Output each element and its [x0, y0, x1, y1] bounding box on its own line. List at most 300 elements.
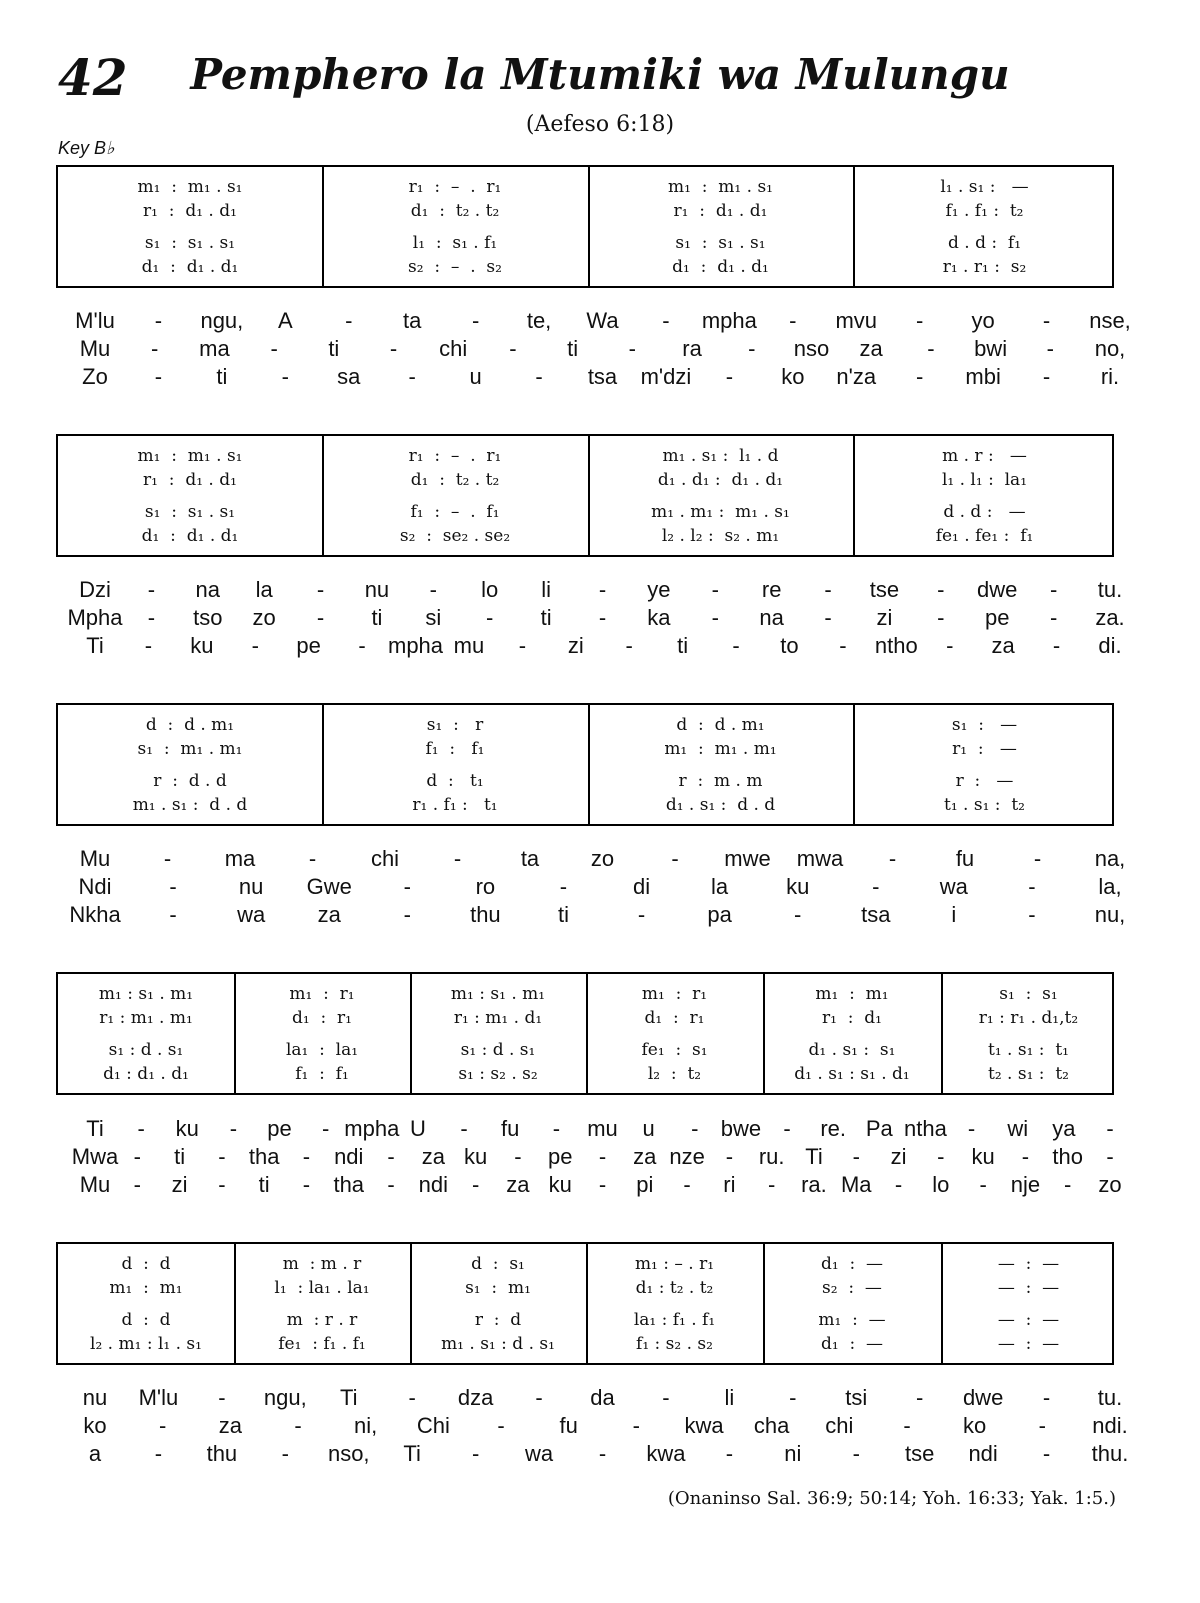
lyric-syllable: -: [559, 874, 568, 899]
measure-notes: d . d : —: [943, 502, 1026, 522]
lyric-syllable: za: [991, 633, 1015, 658]
lyric-syllable: -: [251, 633, 259, 658]
lyric-syllable: -: [281, 1441, 289, 1466]
lyric-syllable: Gwe: [306, 874, 352, 899]
lyric-syllable: -: [552, 1116, 561, 1141]
lyric-syllable: -: [345, 308, 353, 333]
lyric-syllable: ti: [371, 605, 383, 630]
lyric-syllable: -: [1021, 1144, 1030, 1169]
lyric-syllable: wa: [237, 902, 266, 927]
measure-notes: l₁ : la₁ . la₁: [274, 1278, 370, 1298]
lyric-syllable: -: [535, 364, 543, 389]
measure-notes: m₁ : —: [818, 1310, 886, 1330]
lyric-syllable: -: [888, 846, 897, 871]
voice-row: [58, 1334, 1112, 1354]
lyric-syllable: -: [453, 846, 462, 871]
lyric-syllable: -: [1106, 1116, 1114, 1141]
lyric-syllable: tu.: [1097, 1385, 1123, 1410]
lyric-syllable: -: [154, 308, 163, 333]
lyric-syllable: Zo: [82, 364, 108, 389]
lyric-syllable: -: [1033, 846, 1042, 871]
lyric-syllable: ndi: [968, 1441, 998, 1466]
lyric-syllable: tsi: [845, 1385, 868, 1410]
lyric-line: [0, 604, 1200, 632]
lyric-syllable: pe: [984, 605, 1010, 630]
measure-notes: r₁ : m₁ . d₁: [453, 1008, 543, 1028]
lyric-syllable: -: [628, 336, 637, 361]
lyric-syllable: nu: [364, 577, 390, 602]
lyric-syllable: -: [169, 874, 177, 899]
measure-notes: s₁ : s₁ . s₁: [144, 502, 236, 522]
lyric-syllable: -: [460, 1116, 468, 1141]
lyric-syllable: -: [937, 577, 945, 602]
lyric-syllable: dwe: [962, 1385, 1004, 1410]
voice-row: [58, 1040, 1112, 1060]
lyric-syllable: -: [408, 1385, 416, 1410]
lyric-syllable: na: [759, 605, 784, 630]
measure-notes: d : s₁: [471, 1254, 525, 1274]
measure-notes: r₁ : d₁ . d₁: [143, 470, 237, 490]
lyric-syllable: nu: [238, 874, 264, 899]
lyric-syllable: -: [302, 1172, 311, 1197]
lyric-syllable: mwe: [724, 846, 771, 871]
lyric-syllable: wa: [525, 1441, 554, 1466]
lyric-syllable: ndi: [418, 1172, 449, 1197]
lyric-syllable: chi: [370, 846, 400, 871]
lyric-syllable: tse: [869, 577, 900, 602]
lyric-syllable: cha: [753, 1413, 790, 1438]
measure-notes: d : t₁: [426, 771, 484, 791]
lyric-syllable: nso,: [327, 1441, 370, 1466]
lyric-syllable: mu: [587, 1116, 618, 1141]
measure-notes: t₂ . s₁ : t₂: [988, 1064, 1069, 1084]
lyric-syllable: M'lu: [75, 308, 115, 333]
measure-notes: m₁ . s₁ : d . d: [132, 795, 248, 815]
lyric-line: [0, 1412, 1200, 1440]
lyric-syllable: Pa: [865, 1116, 893, 1141]
lyric-syllable: A: [277, 308, 293, 333]
measure-notes: d : d . m₁: [676, 715, 765, 735]
measure-notes: d₁ : d₁ . d₁: [141, 526, 239, 546]
lyric-line: [0, 873, 1200, 901]
lyric-syllable: pi: [636, 1172, 654, 1197]
voice-row: [58, 1310, 1112, 1330]
lyric-syllable: -: [316, 577, 325, 602]
lyric-line: [0, 1384, 1200, 1412]
lyric-syllable: -: [937, 605, 945, 630]
lyric-syllable: -: [514, 1144, 522, 1169]
lyric-syllable: zi: [567, 633, 584, 658]
lyric-syllable: thu: [470, 902, 501, 927]
lyric-syllable: ti: [216, 364, 228, 389]
lyric-syllable: -: [535, 1385, 543, 1410]
lyric-syllable: -: [824, 577, 832, 602]
lyric-syllable: nze: [669, 1144, 705, 1169]
lyric-syllable: za: [506, 1172, 530, 1197]
measure-notes: s₂ : —: [822, 1278, 882, 1298]
measure-notes: d₁ : —: [820, 1254, 884, 1274]
lyric-syllable: la: [255, 577, 273, 602]
lyric-syllable: -: [725, 1144, 734, 1169]
voice-row: [58, 795, 1112, 815]
lyric-syllable: dza: [457, 1385, 494, 1410]
measure-notes: s₁ : —: [951, 715, 1018, 735]
lyric-syllable: zi: [890, 1144, 907, 1169]
measure-notes: m₁ . m₁ : m₁ . s₁: [651, 502, 790, 522]
lyric-syllable: pe: [296, 633, 321, 658]
lyric-syllable: ti: [174, 1144, 186, 1169]
voice-row: [58, 201, 1112, 221]
lyric-syllable: -: [748, 336, 756, 361]
lyric-syllable: -: [486, 605, 494, 630]
lyric-syllable: pe: [267, 1116, 292, 1141]
lyric-syllable: na,: [1094, 846, 1126, 871]
lyric-syllable: ko: [963, 1413, 987, 1438]
lyric-syllable: tu.: [1097, 577, 1123, 602]
lyric-syllable: -: [916, 364, 924, 389]
measure-notes: r : d . d: [153, 771, 227, 791]
lyric-syllable: na: [195, 577, 221, 602]
lyric-syllable: -: [691, 1116, 699, 1141]
lyric-syllable: -: [147, 605, 156, 630]
measure-notes: d₁ . d₁ : d₁ . d₁: [657, 470, 784, 490]
lyric-syllable: ni,: [354, 1413, 378, 1438]
measure-notes: m₁ . s₁ : l₁ . d: [662, 446, 779, 466]
voice-row: [58, 1254, 1112, 1274]
lyric-syllable: -: [852, 1144, 860, 1169]
lyric-syllable: Ti: [403, 1441, 421, 1466]
lyric-syllable: yo: [971, 308, 995, 333]
lyric-syllable: tho: [1052, 1144, 1083, 1169]
voice-row: [58, 257, 1112, 277]
music-system-3: [56, 703, 1114, 826]
music-system-5: [56, 1242, 1114, 1365]
measure-notes: s₁ : m₁ . m₁: [137, 739, 243, 759]
measure-notes: m₁ : m₁: [815, 984, 889, 1004]
lyric-syllable: Wa: [586, 308, 619, 333]
lyric-syllable: tha: [333, 1172, 365, 1197]
lyric-syllable: ku: [786, 874, 810, 899]
measure-notes: d₁ : d₁ . d₁: [103, 1064, 189, 1084]
lyric-syllable: n'za: [836, 364, 877, 389]
lyric-syllable: li: [541, 577, 551, 602]
lyric-line: [0, 576, 1200, 604]
lyric-syllable: tsa: [861, 902, 891, 927]
lyric-syllable: -: [916, 308, 924, 333]
lyric-syllable: zo: [1098, 1172, 1122, 1197]
lyric-syllable: -: [408, 364, 416, 389]
lyric-syllable: ngu,: [200, 308, 244, 333]
lyric-syllable: da: [590, 1385, 615, 1410]
lyric-syllable: zi: [876, 605, 893, 630]
measure-notes: s₂ : – . s₂: [408, 257, 502, 277]
lyric-syllable: si: [425, 605, 442, 630]
lyric-syllable: tha: [248, 1144, 280, 1169]
measure-notes: fe₁ : f₁ . f₁: [278, 1334, 366, 1354]
lyric-syllable: thu.: [1091, 1441, 1129, 1466]
lyric-syllable: Ti: [86, 633, 104, 658]
measure-notes: l₂ : t₂: [647, 1064, 702, 1084]
lyric-syllable: la,: [1098, 874, 1122, 899]
measure-notes: r : d: [474, 1310, 522, 1330]
lyric-syllable: -: [598, 1144, 607, 1169]
lyric-syllable: ra.: [801, 1172, 827, 1197]
lyric-syllable: -: [518, 633, 527, 658]
lyric-syllable: -: [711, 577, 719, 602]
measure-notes: — : —: [997, 1310, 1060, 1330]
lyric-syllable: -: [137, 1116, 145, 1141]
lyric-syllable: za: [859, 336, 883, 361]
lyric-syllable: ndi.: [1092, 1413, 1128, 1438]
lyric-syllable: -: [1049, 605, 1058, 630]
lyric-syllable: -: [767, 1172, 776, 1197]
lyric-syllable: -: [662, 1385, 670, 1410]
voice-row: [58, 739, 1112, 759]
measure-notes: m₁ : s₁ . m₁: [450, 984, 546, 1004]
lyric-syllable: -: [163, 846, 172, 871]
hymn-title: Pemphero la Mtumiki wa Mulungu: [190, 50, 1010, 99]
lyric-syllable: ti: [258, 1172, 270, 1197]
lyric-syllable: ku: [464, 1144, 488, 1169]
lyric-syllable: nu: [82, 1385, 108, 1410]
voice-row: [58, 771, 1112, 791]
lyric-syllable: -: [154, 1441, 163, 1466]
lyric-syllable: za: [218, 1413, 242, 1438]
lyric-syllable: wi: [1007, 1116, 1029, 1141]
lyric-syllable: kwa: [646, 1441, 686, 1466]
lyric-syllable: Dzi: [79, 577, 111, 602]
lyric-syllable: -: [662, 308, 670, 333]
lyric-syllable: ti: [540, 605, 552, 630]
lyric-syllable: re.: [820, 1116, 847, 1141]
lyric-syllable: M'lu: [138, 1385, 179, 1410]
lyric-line: [0, 363, 1200, 391]
measure-notes: d : d . m₁: [145, 715, 235, 735]
measure-notes: r₁ . f₁ : t₁: [412, 795, 498, 815]
lyric-syllable: pe: [547, 1144, 573, 1169]
music-system-1: [56, 165, 1114, 288]
lyric-line: [0, 1171, 1200, 1199]
lyric-syllable: dwe: [977, 577, 1018, 602]
lyric-syllable: -: [322, 1116, 330, 1141]
lyric-syllable: chi: [825, 1413, 854, 1438]
lyric-syllable: -: [147, 577, 156, 602]
lyric-syllable: -: [218, 1144, 226, 1169]
lyric-syllable: bwe: [720, 1116, 762, 1141]
lyric-syllable: -: [158, 1413, 167, 1438]
lyric-syllable: Chi: [416, 1413, 450, 1438]
lyric-syllable: -: [1046, 336, 1054, 361]
measure-notes: r : —: [955, 771, 1014, 791]
measure-notes: f₁ : – . f₁: [410, 502, 500, 522]
lyric-syllable: -: [625, 633, 633, 658]
lyric-syllable: -: [632, 1413, 640, 1438]
lyric-syllable: mu: [453, 633, 485, 658]
lyric-syllable: mpha: [387, 633, 444, 658]
lyric-syllable: ni: [784, 1441, 802, 1466]
lyric-syllable: nje: [1010, 1172, 1041, 1197]
measure-notes: t₁ . s₁ : t₂: [944, 795, 1025, 815]
lyric-syllable: pa: [707, 902, 732, 927]
lyric-syllable: -: [169, 902, 177, 927]
lyric-syllable: nse,: [1089, 308, 1131, 333]
measure-notes: r₁ : d₁ . d₁: [143, 201, 237, 221]
lyric-syllable: fu: [955, 846, 975, 871]
lyric-syllable: -: [852, 1441, 860, 1466]
lyric-line: [0, 632, 1200, 660]
lyric-syllable: -: [683, 1172, 691, 1197]
lyric-syllable: -: [302, 1144, 311, 1169]
lyric-syllable: -: [358, 633, 366, 658]
voice-row: [58, 1008, 1112, 1028]
lyric-syllable: za: [633, 1144, 657, 1169]
lyric-syllable: ku: [548, 1172, 572, 1197]
measure-notes: d₁ . s₁ : s₁ . d₁: [794, 1064, 910, 1084]
lyric-syllable: -: [1042, 1385, 1051, 1410]
measure-notes: f₁ : s₂ . s₂: [636, 1334, 713, 1354]
cross-reference: (Onaninso Sal. 36:9; 50:14; Yoh. 16:33; Yak. 1:5.): [667, 1488, 1116, 1509]
measure-notes: m₁ : m₁ . s₁: [137, 177, 243, 197]
measure-notes: m₁ : m₁ . s₁: [137, 446, 243, 466]
lyric-syllable: ya: [1052, 1116, 1076, 1141]
voice-row: [58, 526, 1112, 546]
measure-notes: l₁ . l₁ : la₁: [941, 470, 1028, 490]
lyric-line: [0, 335, 1200, 363]
lyric-syllable: lo: [932, 1172, 950, 1197]
lyric-syllable: chi: [439, 336, 468, 361]
lyric-syllable: to: [780, 633, 799, 658]
lyric-syllable: i: [951, 902, 957, 927]
measure-notes: m : r . r: [286, 1310, 358, 1330]
lyric-syllable: -: [154, 364, 163, 389]
lyric-syllable: fu: [501, 1116, 520, 1141]
voice-row: [58, 233, 1112, 253]
lyric-syllable: -: [316, 605, 325, 630]
lyric-syllable: ti: [328, 336, 340, 361]
lyric-syllable: ru.: [758, 1144, 785, 1169]
lyric-syllable: mbi: [965, 364, 1001, 389]
measure-notes: d₁ : r₁: [644, 1008, 705, 1028]
lyric-syllable: wa: [939, 874, 968, 899]
lyric-syllable: -: [471, 1441, 480, 1466]
lyric-syllable: -: [471, 1172, 480, 1197]
measure-notes: — : —: [997, 1278, 1060, 1298]
measure-notes: r₁ : – . r₁: [408, 177, 502, 197]
lyric-syllable: ri.: [1100, 364, 1120, 389]
lyric-syllable: za: [421, 1144, 445, 1169]
measure-notes: t₁ . s₁ : t₁: [988, 1040, 1069, 1060]
lyric-syllable: fu: [559, 1413, 578, 1438]
lyric-syllable: Mu: [79, 336, 111, 361]
lyric-syllable: -: [967, 1116, 976, 1141]
measure-notes: r₁ . r₁ : s₂: [942, 257, 1027, 277]
measure-notes: f₁ : f₁: [295, 1064, 349, 1084]
voice-row: [58, 177, 1112, 197]
measure-notes: s₁ : d . s₁: [460, 1040, 536, 1060]
lyric-syllable: -: [1049, 577, 1058, 602]
lyric-syllable: mvu: [835, 308, 878, 333]
lyric-syllable: la: [711, 874, 729, 899]
measure-notes: m₁ : m₁ . s₁: [668, 177, 773, 197]
measure-notes: l₁ : s₁ . f₁: [412, 233, 498, 253]
lyric-syllable: -: [387, 1144, 395, 1169]
lyric-syllable: -: [598, 1172, 607, 1197]
lyric-syllable: -: [1106, 1144, 1114, 1169]
measure-notes: l₁ . s₁ : —: [940, 177, 1029, 197]
lyric-syllable: Mu: [79, 1172, 111, 1197]
lyric-syllable: -: [133, 1144, 141, 1169]
lyric-line: [0, 307, 1200, 335]
lyric-syllable: -: [732, 633, 740, 658]
measure-notes: r₁ : m₁ . m₁: [99, 1008, 193, 1028]
lyric-syllable: -: [1042, 364, 1051, 389]
lyric-syllable: -: [308, 846, 317, 871]
lyric-syllable: di: [632, 874, 651, 899]
lyric-syllable: li: [724, 1385, 735, 1410]
lyric-syllable: nso: [793, 336, 830, 361]
lyric-syllable: -: [1028, 874, 1036, 899]
lyric-syllable: ku: [971, 1144, 995, 1169]
lyric-syllable: ta: [520, 846, 540, 871]
voice-row: [58, 715, 1112, 735]
measure-notes: s₁ : s₁ . s₁: [675, 233, 766, 253]
lyric-syllable: -: [1038, 1413, 1046, 1438]
lyric-syllable: ye: [647, 577, 671, 602]
lyric-syllable: no,: [1094, 336, 1126, 361]
measure-notes: m₁ . s₁ : d . s₁: [441, 1334, 555, 1354]
measure-notes: d₁ : d₁ . d₁: [141, 257, 239, 277]
lyric-syllable: -: [1042, 1441, 1051, 1466]
lyric-syllable: -: [937, 1144, 945, 1169]
lyric-syllable: -: [725, 1441, 734, 1466]
lyric-syllable: ku: [190, 633, 214, 658]
lyric-syllable: ngu,: [263, 1385, 307, 1410]
lyric-syllable: Mpha: [67, 605, 123, 630]
lyric-syllable: -: [294, 1413, 302, 1438]
lyric-syllable: -: [497, 1413, 505, 1438]
measure-notes: m₁ : r₁: [641, 984, 708, 1004]
lyric-syllable: -: [671, 846, 679, 871]
lyric-syllable: -: [133, 1172, 141, 1197]
lyric-syllable: Ndi: [78, 874, 112, 899]
lyric-syllable: -: [1064, 1172, 1072, 1197]
lyric-line: [0, 1115, 1200, 1143]
lyric-syllable: tso: [193, 605, 223, 630]
lyric-line: [0, 901, 1200, 929]
music-system-2: [56, 434, 1114, 557]
lyric-syllable: -: [229, 1116, 238, 1141]
measure-notes: s₁ : r: [426, 715, 484, 735]
voice-row: [58, 1064, 1112, 1084]
measure-notes: d₁ : t₂ . t₂: [410, 201, 500, 221]
lyric-syllable: ta: [403, 308, 422, 333]
measure-notes: l₂ . m₁ : l₁ . s₁: [90, 1334, 202, 1354]
measure-notes: d₁ : —: [820, 1334, 884, 1354]
lyric-syllable: -: [916, 1385, 924, 1410]
lyric-syllable: za.: [1095, 605, 1125, 630]
measure-notes: d₁ : r₁: [292, 1008, 352, 1028]
measure-notes: m₁ : – . r₁: [634, 1254, 715, 1274]
lyric-syllable: ntho: [874, 633, 918, 658]
lyric-syllable: ri: [723, 1172, 736, 1197]
measure-notes: s₂ : se₂ . se₂: [399, 526, 511, 546]
lyric-syllable: -: [151, 336, 159, 361]
key-signature: Key B♭: [58, 138, 115, 158]
measure-notes: fe₁ : s₁: [641, 1040, 708, 1060]
lyric-syllable: zi: [171, 1172, 188, 1197]
measure-notes: s₁ : s₁: [999, 984, 1058, 1004]
lyric-syllable: ku: [175, 1116, 199, 1141]
